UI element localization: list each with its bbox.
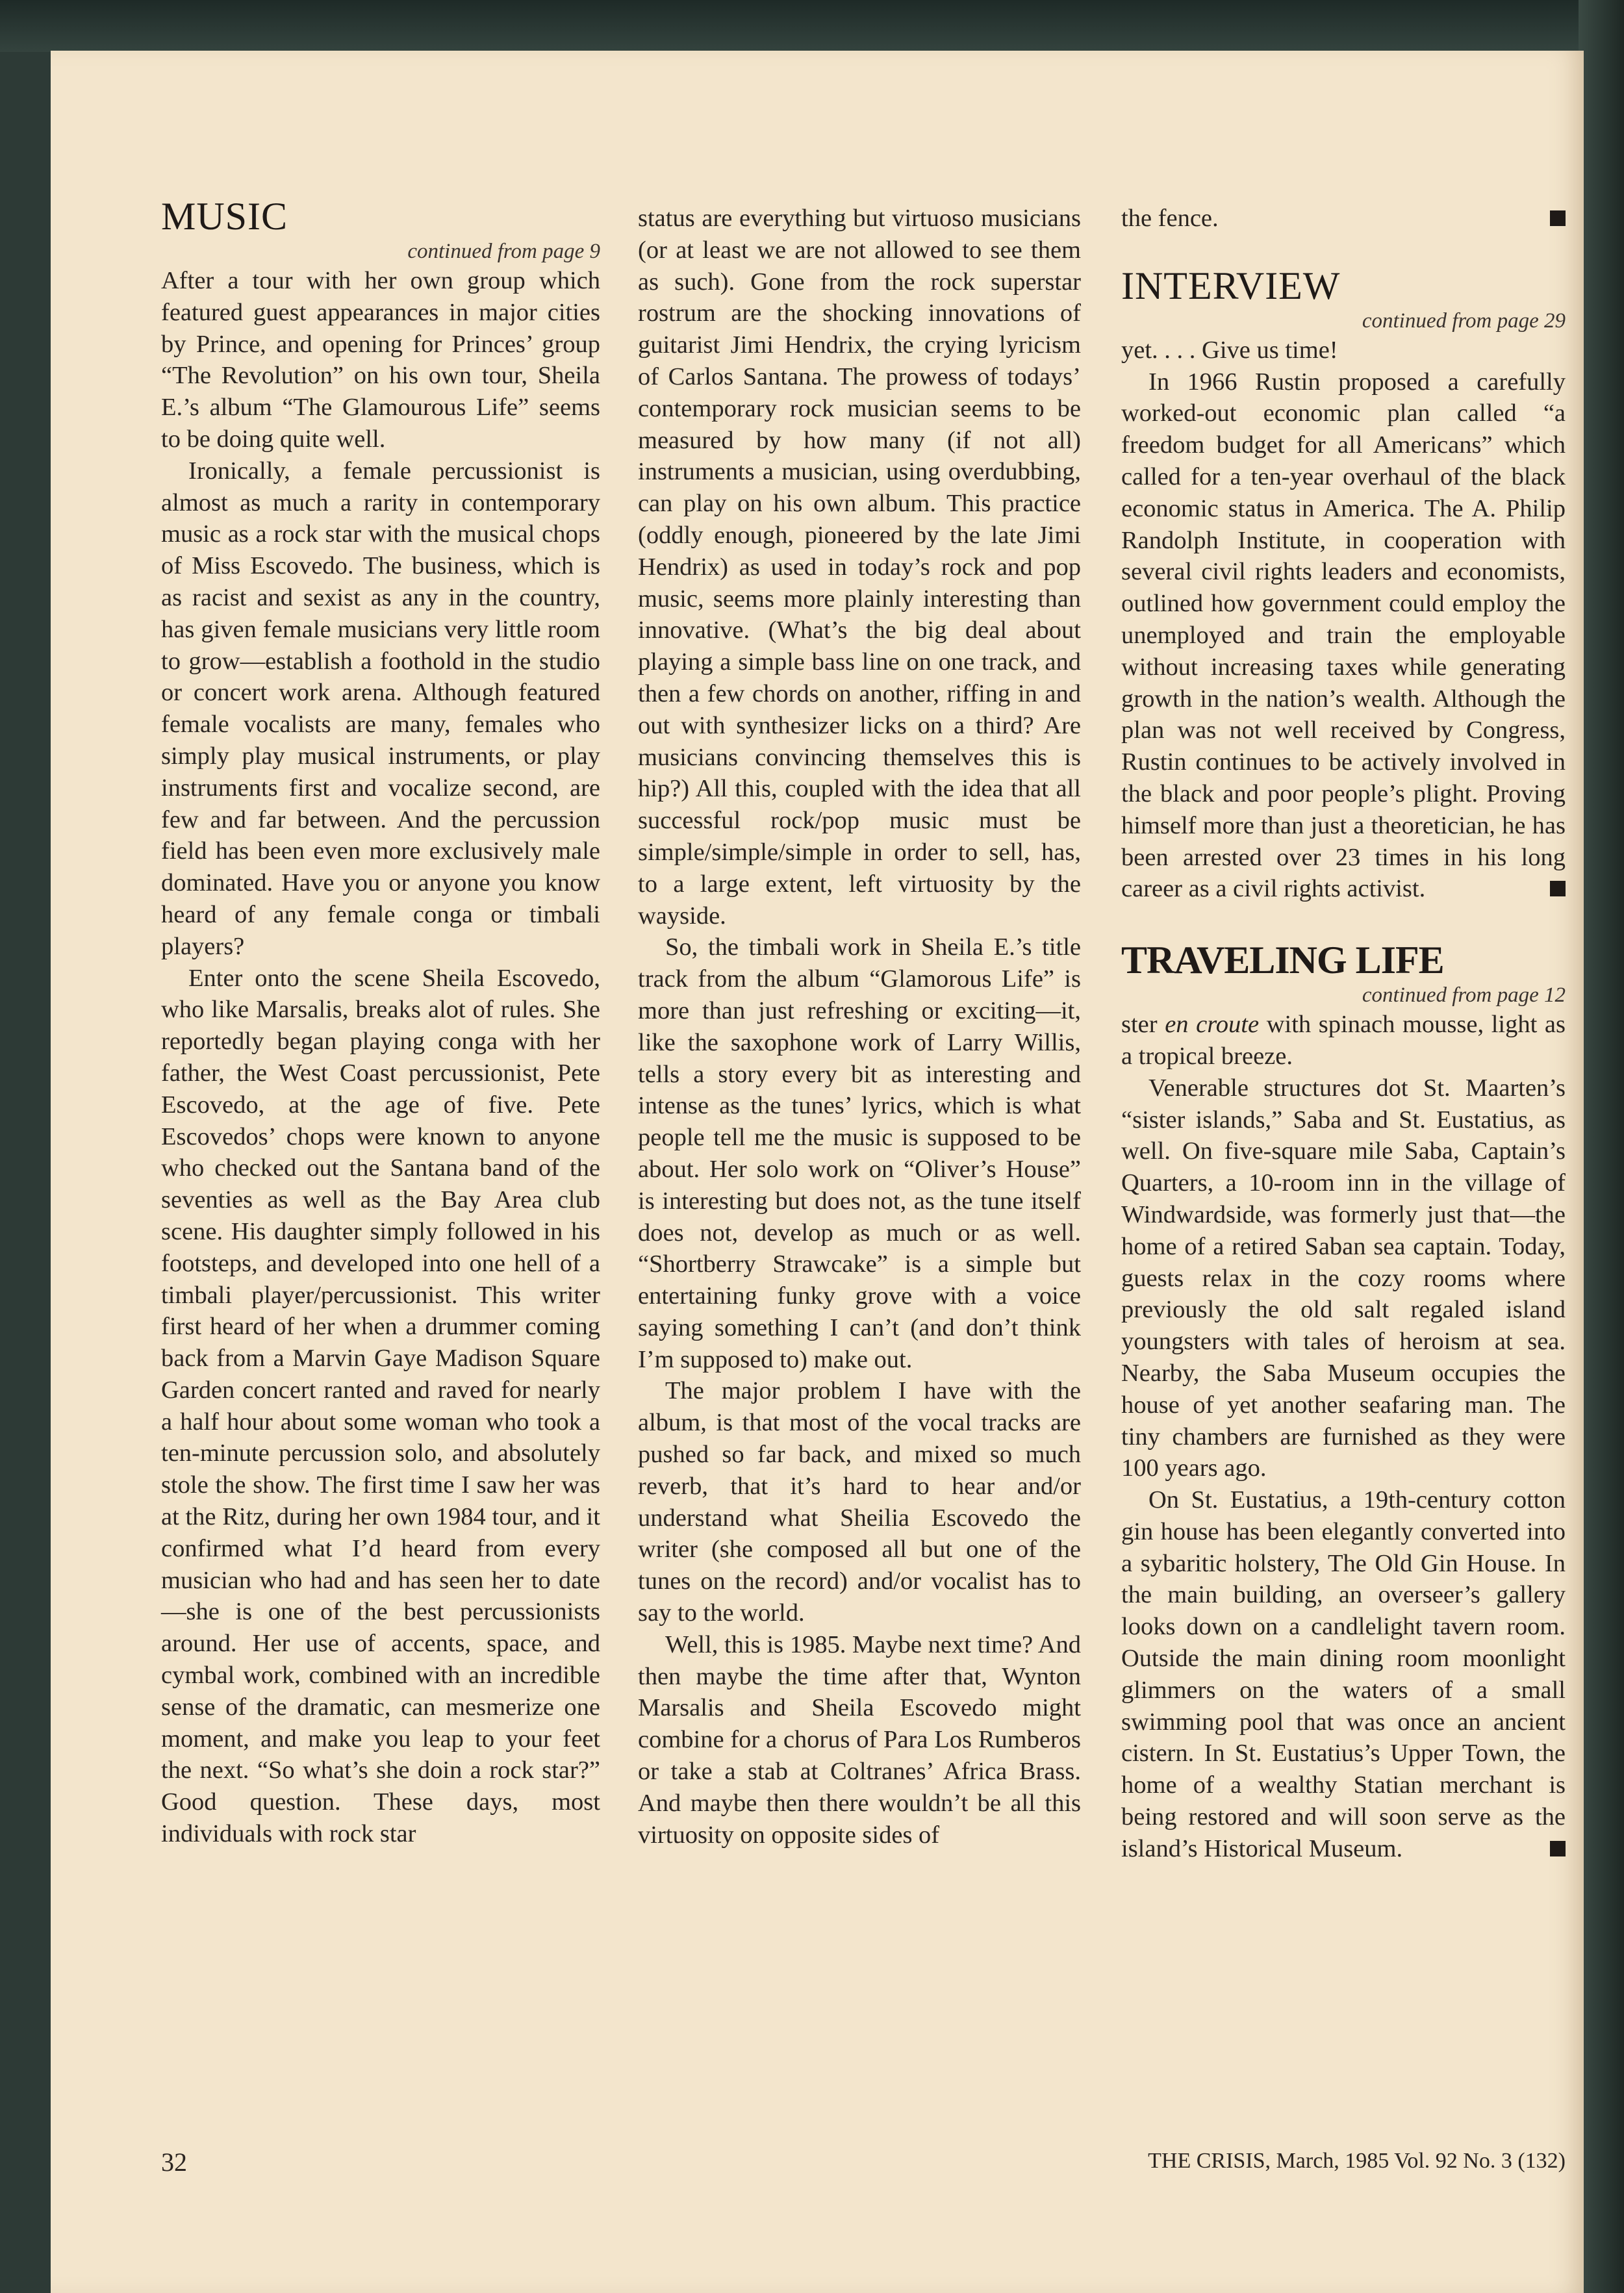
music-paragraph: So, the timbali work in Sheila E.’s title track from the album “Glamorous Life” is more than just refreshing or exciting—it, like the saxophone work of Larry Willis, tells a story every bit as interesting and intense as the tunes’ lyrics, which is what people tell me the music is supposed to be about. Her solo work on “Oliver’s House” is interesting but does not, as the tune itself does not, develop as much or as well. “Shortberry Strawcake” is a simple but entertaining funky grove with a voice saying something I can’t (and don’t think I’m supposed to) make out.	[638, 933, 1081, 1373]
interview-continued-note: continued from page 29	[1362, 309, 1566, 333]
music-paragraph-end	[1121, 203, 1566, 234]
scan-background-right	[1579, 0, 1624, 2293]
travel-text-italic: en croute	[1165, 1011, 1260, 1039]
music-paragraph: The major problem I have with the album, is that most of the vocal tracks are pushed so far back, and mixed so much reverb, that it’s hard to hear and/or understand what Sheilia Escovedo the writer (she composed all but one of the tunes on the record) and/or vocalist has to say to the world.	[638, 1377, 1081, 1627]
travel-text: ster	[1121, 1011, 1165, 1039]
interview-heading: INTERVIEW	[1121, 264, 1341, 307]
page-number: 32	[161, 2147, 187, 2177]
column-2	[638, 203, 1081, 1851]
end-mark-icon	[1550, 210, 1566, 226]
music-paragraph: status are everything but virtuoso musicians (or at least we are not allowed to see them as such). Gone from the rock superstar rostrum are the shocking innovations of guitarist Jimi Hendrix, the crying lyricism of Carlos Santana. The prowess of todays’ contemporary rock musician seems to be measured by how many (if not all) instruments a musician, using overdubbing, can play on his own album. This practice (oddly enough, pioneered by the late Jimi Hendrix) as used in today’s rock and pop music, seems more plainly interesting than innovative. (What’s the big deal about playing a simple bass line on one track, and then a few chords on another, riffing in and out with synthesizer licks on a third? Are musicians convincing themselves this is hip?) All this, coupled with the idea that all successful rock/pop music must be simple/simple/simple in order to sell, has, to a large extent, left virtuosity by the wayside.	[638, 205, 1081, 930]
end-mark-icon	[1550, 881, 1566, 896]
travel-paragraph	[1121, 1009, 1566, 1072]
music-paragraph: Enter onto the scene Sheila Escovedo, who like Marsalis, breaks alot of rules. She reportedly began playing conga with her father, the West Coast percussionist, Pete Escovedo, at the age of five. Pete Escovedos’ chops were known to anyone who checked out the Santana band of the seventies as well as the Bay Area club scene. His daughter simply followed in his footsteps, and developed into one hell of a timbali player/percussionist. This writer first heard of her when a drummer coming back from a Marvin Gaye Madison Square Garden concert ranted and raved for nearly a half hour about some woman who took a ten-minute percussion solo, and absolutely stole the show. The first time I saw her was at the Ritz, during her own 1984 tour, and it confirmed what I’d heard from every musician who had and has seen her to date—she is one of the best percussionists around. Her use of accents, space, and cymbal work, combined with an incredible sense of the dramatic, can mesmerize one moment, and make you leap to your feet the next. “So what’s she doin a rock star?” Good question. These days, most individuals with rock star	[161, 964, 600, 1848]
music-continued-note: continued from page 9	[407, 240, 600, 263]
publication-info: THE CRISIS, March, 1985 Vol. 92 No. 3 (132)	[1148, 2149, 1566, 2173]
column-1	[161, 195, 600, 1850]
interview-paragraph-text: In 1966 Rustin proposed a carefully worked-out economic plan called “a freedom budget for all Americans” which called for a ten-year overhaul of the black economic status in America. The A. Philip Randolph Institute, in cooperation with several civil rights leaders and economists, outlined how government could employ the unemployed and train the employable without increasing taxes while generating growth in the nation’s wealth. Although the plan was not well received by Congress, Rustin continues to be actively involved in the black and poor people’s plight. Proving himself more than just a theoretician, he has been arrested over 23 times in his long career as a civil rights activist.	[1121, 368, 1566, 903]
travel-paragraph-text: On St. Eustatius, a 19th-century cotton gin house has been elegantly converted into a sybaritic holstery, The Old Gin House. In the main building, an overseer’s gallery looks down on a candlelight tavern room. Outside the main dining room moonlight glimmers on the waters of a small swimming pool that was once an ancient cistern. In St. Eustatius’s Upper Town, the home of a wealthy Statian merchant is being restored and will soon serve as the island’s Historical Museum.	[1121, 1486, 1566, 1862]
interview-paragraph	[1121, 366, 1566, 906]
traveling-life-continued-note: continued from page 12	[1362, 983, 1566, 1007]
column-3	[1121, 203, 1566, 1865]
music-end-text: the fence.	[1121, 205, 1219, 232]
travel-paragraph: Venerable structures dot St. Maarten’s “sister islands,” Saba and St. Eustatius, as well. On five-square mile Saba, Captain’s Quarters, a 10-room inn in the village of Windwardside, was formerly just that—the home of a retired Saban sea captain. Today, guests relax in the cozy rooms where previously the old salt regaled island youngsters with tales of heroism at sea. Nearby, the Saba Museum occupies the house of yet another seafaring man. The tiny chambers are furnished as they were 100 years ago.	[1121, 1074, 1566, 1482]
end-mark-icon	[1550, 1841, 1566, 1856]
music-paragraph: Well, this is 1985. Maybe next time? And then maybe the time after that, Wynton Marsalis and Sheila Escovedo might combine for a chorus of Para Los Rumberos or take a stab at Coltranes’ Africa Brass. And maybe then there wouldn’t be all this virtuosity on opposite sides of	[638, 1630, 1081, 1849]
music-heading: MUSIC	[161, 195, 288, 238]
traveling-life-heading: TRAVELING LIFE	[1121, 939, 1444, 982]
scan-background-top	[0, 0, 1624, 52]
interview-paragraph: yet. . . . Give us time!	[1121, 336, 1338, 364]
music-paragraph: Ironically, a female percussionist is almost as much a rarity in contemporary music as a rock star with the musical chops of Miss Escovedo. The business, which is as racist and sexist as any in the country, has given female musicians very little room to grow—establish a foothold in the studio or concert work arena. Although featured female vocalists are many, females who simply play musical instruments, or play instruments first and vocalize second, are few and far between. And the percussion field has been even more exclusively male dominated. Have you or anyone you know heard of any female conga or timbali players?	[161, 457, 600, 960]
travel-paragraph	[1121, 1484, 1566, 1865]
music-paragraph: After a tour with her own group which featured guest appearances in major cities by Prince, and opening for Princes’ group “The Revolution” on his own tour, Sheila E.’s album “The Glamourous Life” seems to be doing quite well.	[161, 267, 600, 453]
travel-text: with spinach mousse, light as a tropical breeze.	[1121, 1011, 1566, 1070]
